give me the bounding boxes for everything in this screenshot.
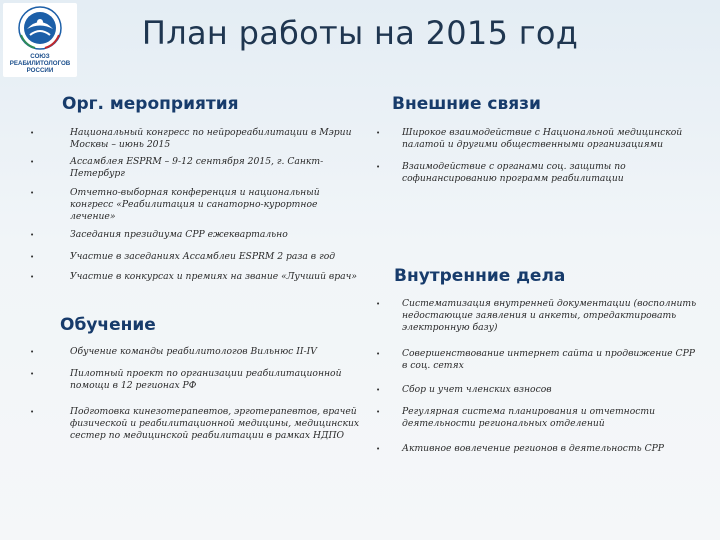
bullet-icon: • (30, 189, 35, 197)
heading-internal-affairs: Внутренние дела (394, 266, 566, 286)
education-list: • Обучение команды реабилитологов Вильнюс II-IV • Пилотный проект по организации реабилитационной помощи в 12 регионах РФ • Подготовка кинезотерапевтов, эрготерапевтов, врачей физической и реабилитационной медицины, медицинских сестер по медицинской реабилитации в рамках НДПО (30, 346, 360, 441)
internal-affairs-list: • Систематизация внутренней документации (восполнить недостающие заявления и анкеты, отредактировать электронную базу) • Совершенствование интернет сайта и продвижение СРР в соц. сетях • Сбор и учет членских взносов • Регулярная система планирования и отчетности деятельности региональных отделений • Активное вовлечение регионов в деятельность СРР (376, 298, 697, 454)
logo (3, 3, 77, 77)
bullet-icon: • (376, 408, 381, 416)
org-events-list: • Национальный конгресс по нейрореабилитации в Мэрии Москвы – июнь 2015 • Ассамблея ESPRM – 9-12 сентября 2015, г. Санкт-Петербург • Отчетно-выборная конференция и национальный конгресс «Реабилитация и санаторно-курортное лечение» • Заседания президиума СРР ежеквартально • Участие в заседаниях Ассамблеи ESPRM 2 раза в год • Участие в конкурсах и премиях на звание «Лучший врач» (30, 127, 357, 282)
heading-org-events: Орг. мероприятия (62, 94, 239, 114)
bullet-icon: • (30, 273, 35, 281)
bullet-icon: • (30, 370, 35, 378)
bullet-icon: • (376, 163, 381, 171)
bullet-icon: • (376, 129, 381, 137)
bullet-icon: • (30, 158, 35, 166)
logo-text-line3: РОССИИ (26, 67, 54, 74)
bullet-icon: • (376, 350, 381, 358)
logo-text-line1: СОЮЗ (30, 53, 50, 60)
logo-emblem-icon (17, 5, 63, 51)
heading-external-relations: Внешние связи (392, 94, 541, 114)
bullet-icon: • (30, 408, 35, 416)
logo-text-line2: РЕАБИЛИТОЛОГОВ (9, 60, 71, 67)
bullet-icon: • (30, 348, 35, 356)
bullet-icon: • (376, 445, 381, 453)
bullet-icon: • (30, 129, 35, 137)
bullet-icon: • (376, 300, 381, 308)
page-title: План работы на 2015 год (141, 14, 579, 52)
bullet-icon: • (30, 253, 35, 261)
bullet-icon: • (376, 386, 381, 394)
bullet-icon: • (30, 231, 35, 239)
heading-education: Обучение (60, 315, 156, 335)
external-relations-list: • Широкое взаимодействие с Национальной медицинской палатой и другими общественными организациями • Взаимодействие с органами соц. защиты по софинансированию программ реабилитации (376, 127, 683, 184)
